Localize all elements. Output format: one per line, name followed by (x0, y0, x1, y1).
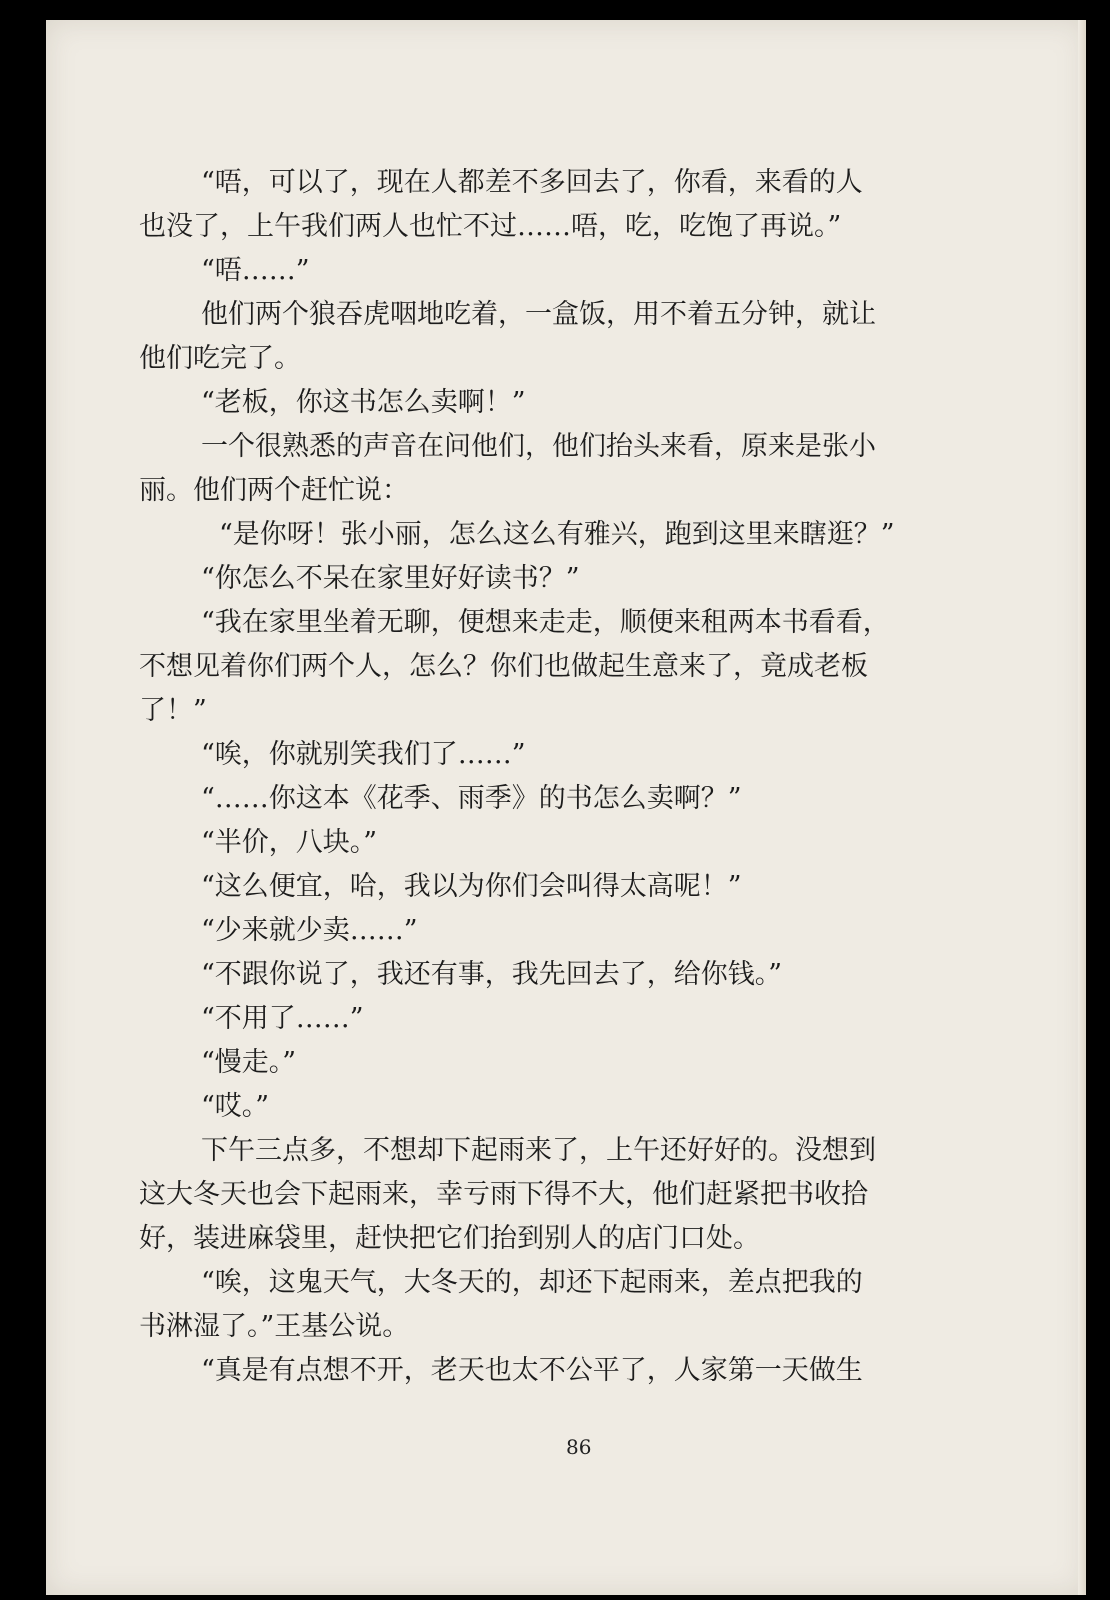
text-line: 这大冬天也会下起雨来，幸亏雨下得不大，他们赶紧把书收拾 (139, 1179, 868, 1210)
text-line: 他们两个狼吞虎咽地吃着，一盒饭，用不着五分钟，就让 (201, 299, 876, 330)
text-line: “真是有点想不开，老天也太不公平了，人家第一天做生 (201, 1355, 863, 1386)
text-line: 丽。他们两个赶忙说： (139, 475, 409, 506)
text-line: “老板，你这书怎么卖啊！” (201, 387, 526, 418)
text-line: “唔……” (201, 255, 310, 286)
text-line: 了！” (139, 695, 207, 726)
text-line: 不想见着你们两个人，怎么？你们也做起生意来了，竟成老板 (139, 651, 868, 682)
text-line: “唔，可以了，现在人都差不多回去了，你看，来看的人 (201, 167, 863, 198)
text-line: “是你呀！张小丽，怎么这么有雅兴，跑到这里来瞎逛？” (219, 519, 895, 550)
text-line: “唉，这鬼天气，大冬天的，却还下起雨来，差点把我的 (201, 1267, 863, 1298)
text-line: 他们吃完了。 (139, 343, 301, 374)
text-line: “你怎么不呆在家里好好读书？” (201, 563, 580, 594)
text-line: 也没了，上午我们两人也忙不过……唔，吃，吃饱了再说。” (139, 211, 842, 242)
text-line: 下午三点多，不想却下起雨来了，上午还好好的。没想到 (201, 1135, 876, 1166)
text-line: “不跟你说了，我还有事，我先回去了，给你钱。” (201, 959, 783, 990)
text-line: “半价，八块。” (201, 827, 378, 858)
text-line: 书淋湿了。”王基公说。 (139, 1311, 410, 1342)
book-page (46, 20, 1086, 1595)
text-line: “哎。” (201, 1091, 270, 1122)
text-line: “慢走。” (201, 1047, 297, 1078)
text-line: “这么便宜，哈，我以为你们会叫得太高呢！” (201, 871, 742, 902)
text-line: 好，装进麻袋里，赶快把它们抬到别人的店门口处。 (139, 1223, 760, 1254)
text-line: “不用了……” (201, 1003, 364, 1034)
text-line: “……你这本《花季、雨季》的书怎么卖啊？” (201, 783, 742, 814)
text-line: “唉，你就别笑我们了……” (201, 739, 526, 770)
text-line: “少来就少卖……” (201, 915, 418, 946)
page-number: 86 (566, 1435, 592, 1459)
text-line: 一个很熟悉的声音在问他们，他们抬头来看，原来是张小 (201, 431, 876, 462)
text-line: “我在家里坐着无聊，便想来走走，顺便来租两本书看看， (201, 607, 890, 638)
